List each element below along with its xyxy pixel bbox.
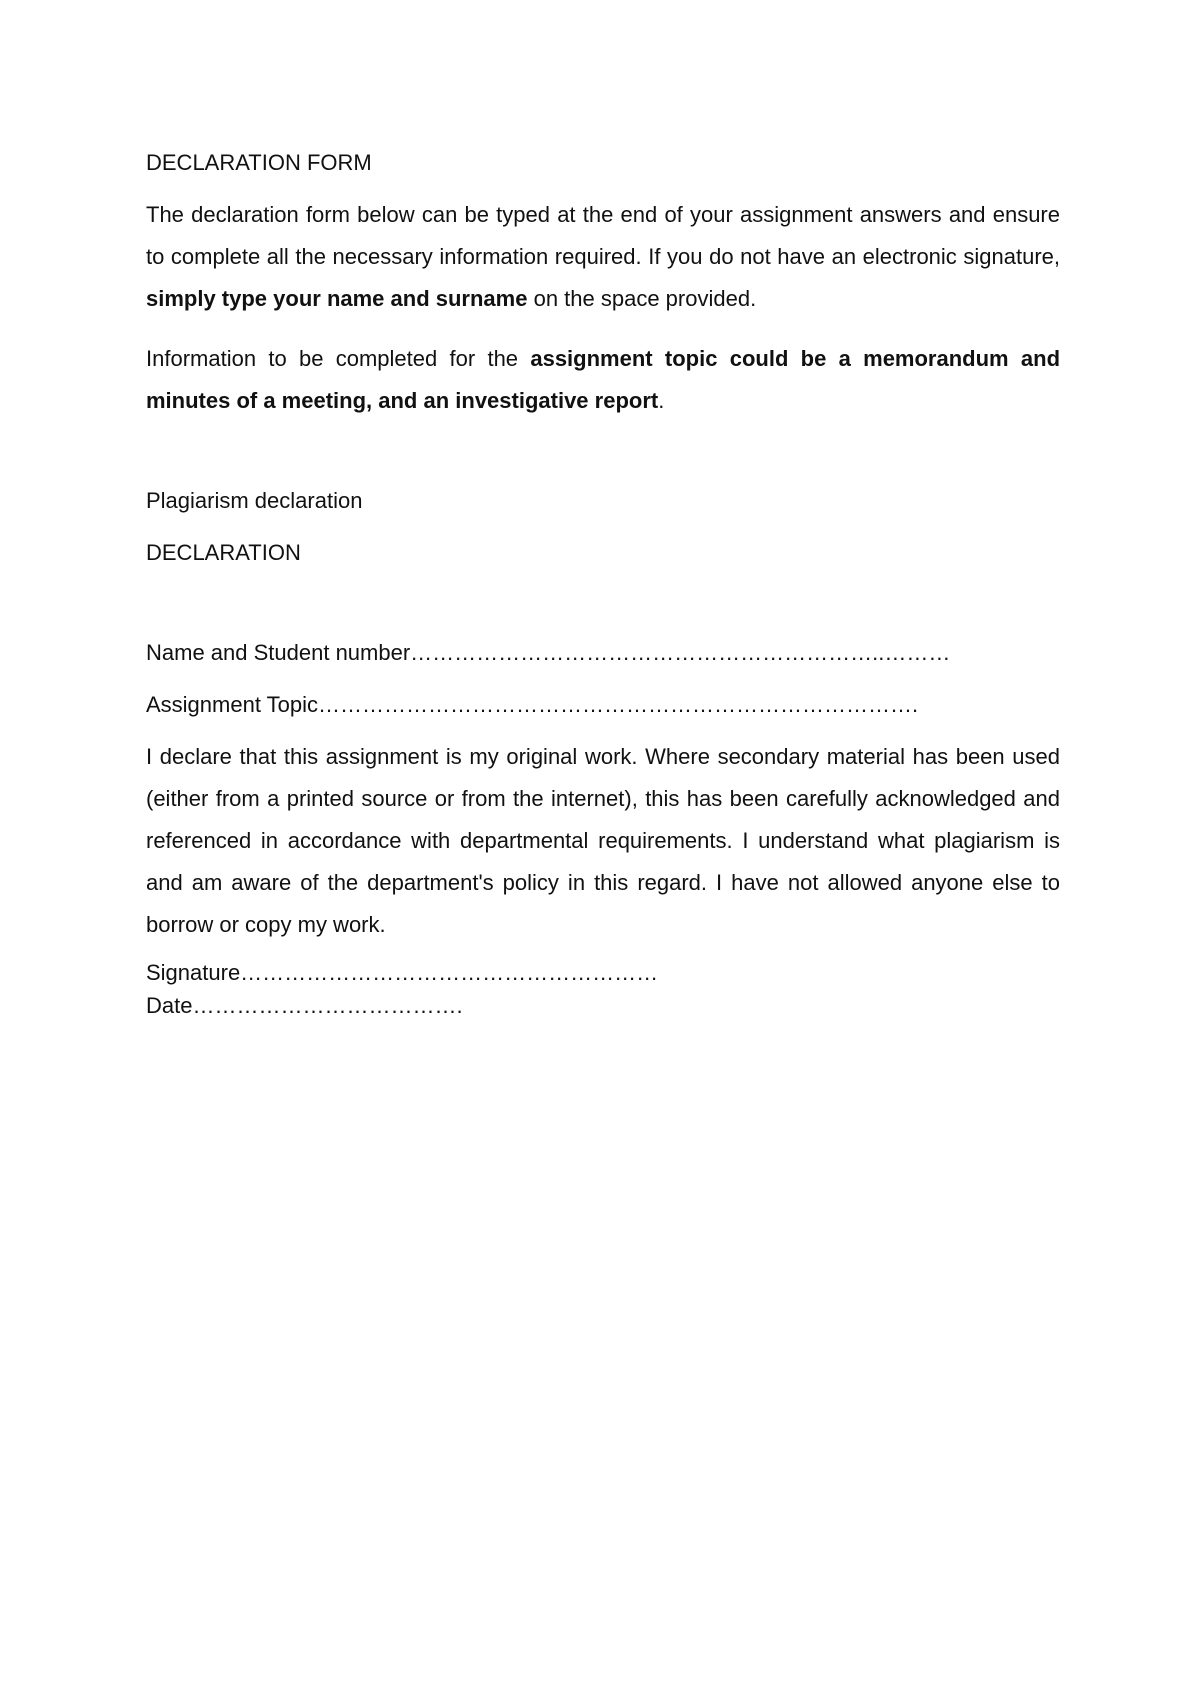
info-text-2: . <box>658 388 665 413</box>
form-title: DECLARATION FORM <box>146 150 372 175</box>
intro-text-2: on the space provided. <box>527 286 757 311</box>
intro-bold-text: simply type your name and surname <box>146 286 528 311</box>
info-paragraph <box>146 338 1060 422</box>
declaration-heading: DECLARATION <box>146 540 301 565</box>
intro-paragraph <box>146 194 1060 320</box>
name-student-number-field: Name and Student number………………………………………………………..……… <box>146 640 951 665</box>
document-body <box>146 142 1060 1022</box>
info-bold-text: assignment topic could be a memorandum and minutes of a meeting, and an investigative report <box>146 346 1061 413</box>
plagiarism-heading: Plagiarism declaration <box>146 488 363 513</box>
assignment-topic-field: Assignment Topic………………………………………………………………………. <box>146 692 919 717</box>
intro-text-1: The declaration form below can be typed at the end of your assignment answers and ensure to complete all the necessary information required. If you do not have an electronic signature, <box>146 202 1060 269</box>
declaration-statement: I declare that this assignment is my original work. Where secondary material has been used (either from a printed source or from the internet), this has been carefully acknowledged and referenced in accordance with departmental requirements. I understand what plagiarism is and am aware of the department's policy in this regard. I have not allowed anyone else to borrow or copy my work. <box>146 744 1060 937</box>
signature-field: Signature………………………………………………… <box>146 960 659 985</box>
date-field: Date………………………………. <box>146 993 463 1018</box>
info-text-1: Information to be completed for the <box>146 346 531 371</box>
